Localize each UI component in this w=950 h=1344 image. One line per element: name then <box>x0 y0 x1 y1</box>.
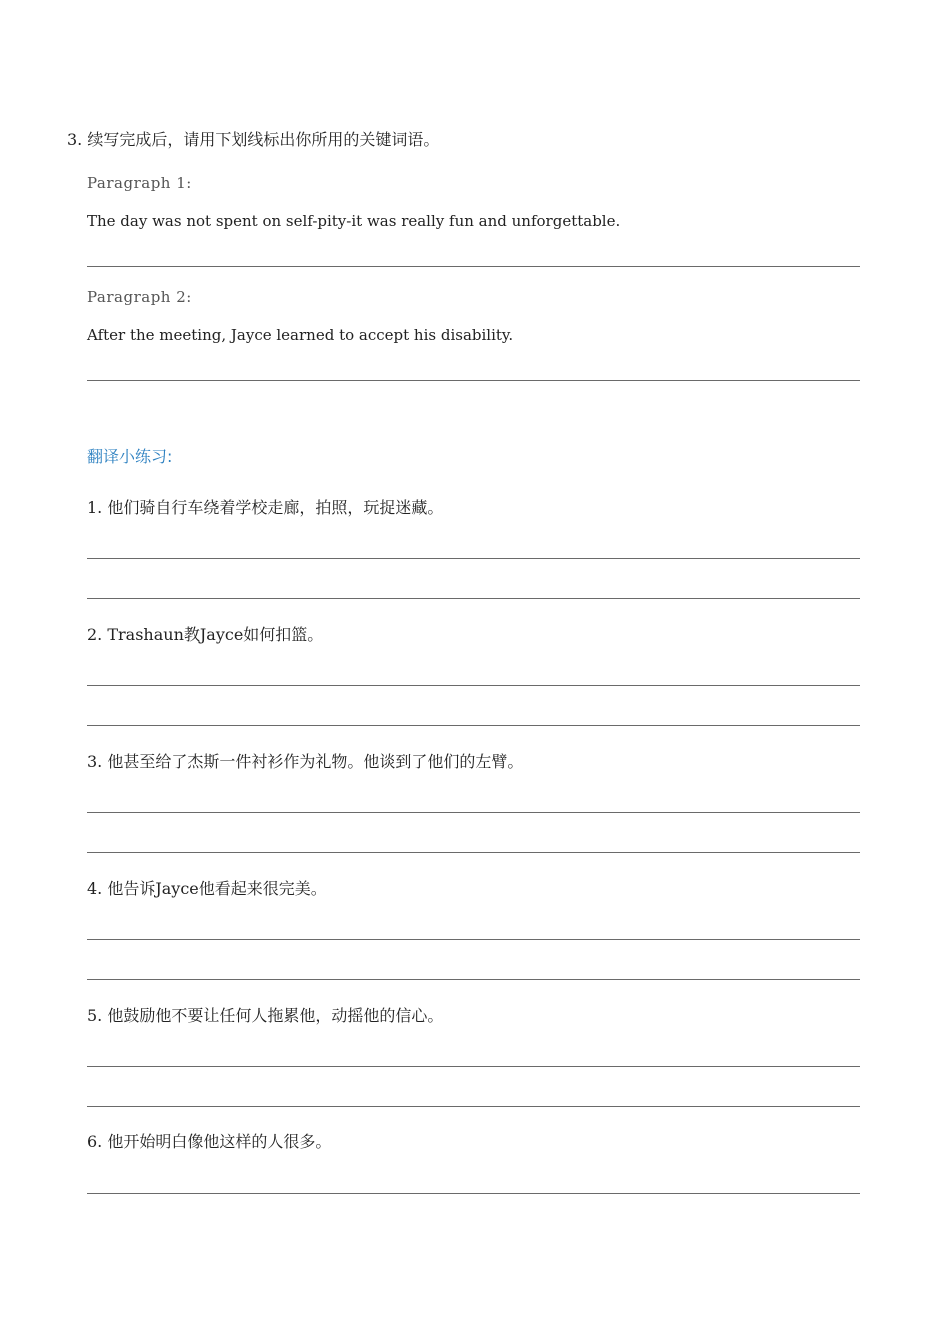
translation-item-3-answer-line-1[interactable] <box>87 812 860 813</box>
translation-item-2-answer-line-1[interactable] <box>87 685 860 686</box>
paragraph-1-label: Paragraph 1: <box>87 174 192 192</box>
translation-item-4-answer-line-1[interactable] <box>87 939 860 940</box>
translation-item-2: 2. Trashaun教Jayce如何扣篮。 <box>87 625 324 644</box>
translation-item-3: 3. 他甚至给了杰斯一件衬衫作为礼物。他谈到了他们的左臂。 <box>87 752 524 771</box>
paragraph-2-first-sentence: After the meeting, Jayce learned to accept his disability. <box>87 326 514 344</box>
paragraph-2-answer-line[interactable] <box>87 380 860 381</box>
translation-item-1: 1. 他们骑自行车绕着学校走廊，拍照，玩捉迷藏。 <box>87 498 444 517</box>
translation-item-6: 6. 他开始明白像他这样的人很多。 <box>87 1132 332 1151</box>
paragraph-1-answer-line[interactable] <box>87 266 860 267</box>
instruction-text: 3. 续写完成后，请用下划线标出你所用的关键词语。 <box>67 130 440 149</box>
paragraph-1-first-sentence: The day was not spent on self-pity-it was really fun and unforgettable. <box>87 212 621 230</box>
translation-section-title: 翻译小练习: <box>87 447 173 466</box>
translation-item-4: 4. 他告诉Jayce他看起来很完美。 <box>87 879 327 898</box>
translation-item-3-answer-line-2[interactable] <box>87 852 860 853</box>
translation-item-5-answer-line-2[interactable] <box>87 1106 860 1107</box>
translation-item-1-answer-line-2[interactable] <box>87 598 860 599</box>
translation-item-4-answer-line-2[interactable] <box>87 979 860 980</box>
translation-item-5-answer-line-1[interactable] <box>87 1066 860 1067</box>
translation-item-6-answer-line-1[interactable] <box>87 1193 860 1194</box>
paragraph-2-label: Paragraph 2: <box>87 288 192 306</box>
translation-item-1-answer-line-1[interactable] <box>87 558 860 559</box>
translation-item-2-answer-line-2[interactable] <box>87 725 860 726</box>
translation-item-5: 5. 他鼓励他不要让任何人拖累他，动摇他的信心。 <box>87 1006 444 1025</box>
